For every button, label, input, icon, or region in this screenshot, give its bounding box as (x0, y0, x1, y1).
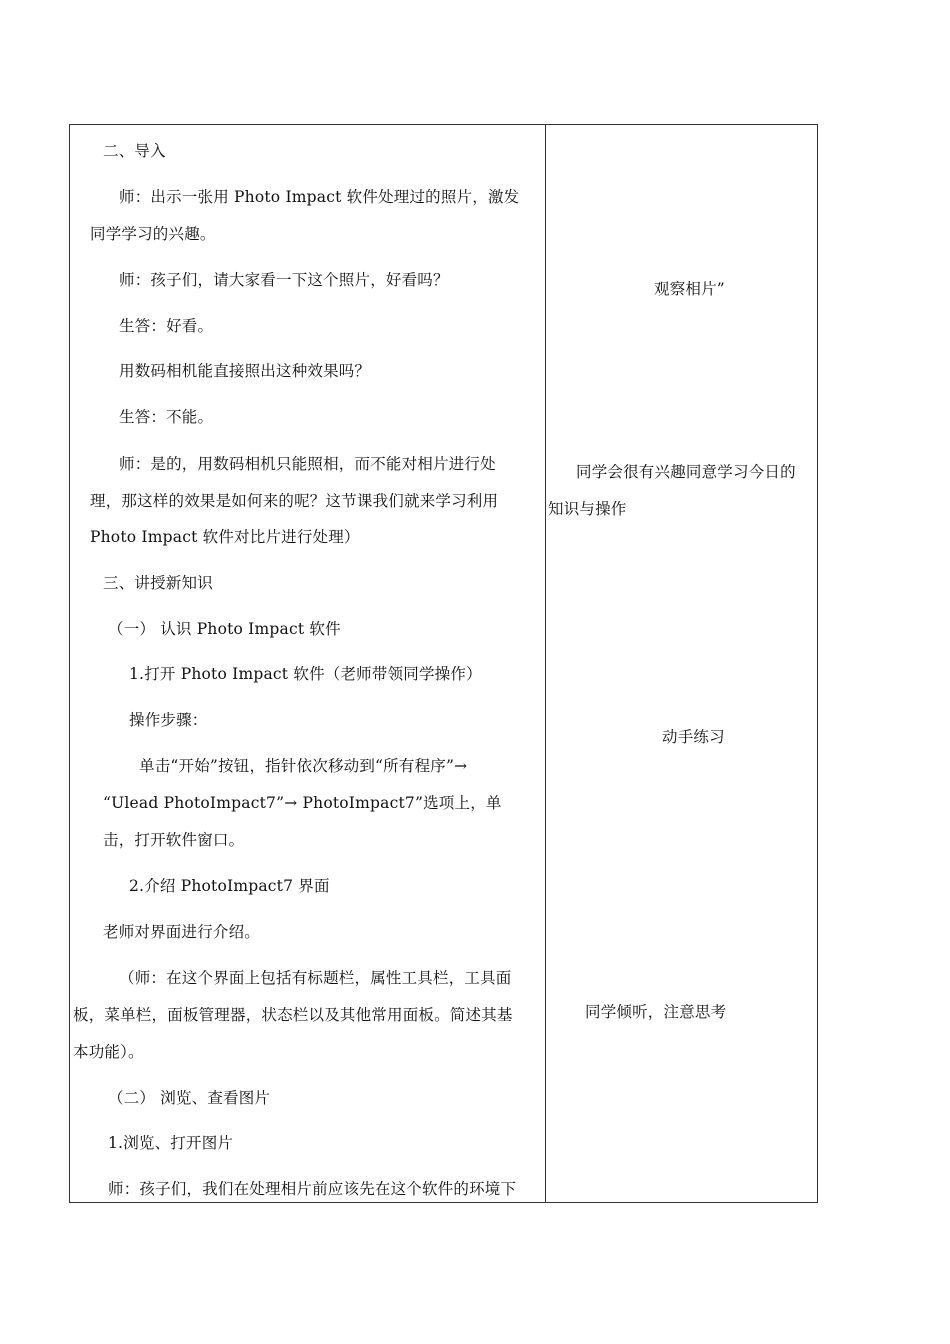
text-line: 理，那这样的效果是如何来的呢？这节课我们就来学习利用 (90, 492, 499, 510)
subsection-heading: （二） 浏览、查看图片 (108, 1089, 271, 1107)
section-heading: 二、导入 (103, 142, 166, 160)
activity-note: 知识与操作 (548, 500, 627, 518)
text-line: 生答：不能。 (119, 408, 214, 426)
activity-note: 同学倾听，注意思考 (585, 1003, 727, 1021)
text-line: 师：是的，用数码相机只能照相，而不能对相片进行处 (119, 455, 496, 473)
activity-note: 观察相片” (654, 280, 725, 298)
text-line: 板，菜单栏，面板管理器，状态栏以及其他常用面板。简述其基 (73, 1006, 513, 1024)
text-line: 单击“开始”按钮，指针依次移动到“所有程序”→ (139, 757, 468, 775)
text-line: 师：孩子们，我们在处理相片前应该先在这个软件的环境下 (108, 1180, 517, 1198)
text-line: 1.打开 Photo Impact 软件（老师带领同学操作） (129, 665, 482, 683)
text-line: 操作步骤： (129, 711, 208, 729)
text-line: Photo Impact 软件对比片进行处理） (90, 528, 360, 546)
text-line: 师：出示一张用 Photo Impact 软件处理过的照片，激发 (119, 188, 520, 206)
text-line: 击，打开软件窗口。 (103, 831, 245, 849)
text-line: 1.浏览、打开图片 (108, 1134, 234, 1152)
activity-note: 同学会很有兴趣同意学习今日的 (576, 463, 796, 481)
text-line: （师：在这个界面上包括有标题栏，属性工具栏，工具面 (119, 969, 512, 987)
text-line: “Ulead PhotoImpact7”→ PhotoImpact7”选项上，单 (103, 794, 502, 812)
column-divider (545, 125, 546, 1202)
lesson-plan-table (69, 124, 818, 1203)
text-line: 师：孩子们，请大家看一下这个照片，好看吗？ (119, 271, 449, 289)
text-line: 老师对界面进行介绍。 (103, 923, 261, 941)
text-line: 2.介绍 PhotoImpact7 界面 (129, 877, 330, 895)
activity-note: 动手练习 (662, 728, 725, 746)
section-heading: 三、讲授新知识 (103, 574, 213, 592)
text-line: 生答：好看。 (119, 317, 214, 335)
subsection-heading: （一） 认识 Photo Impact 软件 (108, 620, 341, 638)
text-line: 用数码相机能直接照出这种效果吗？ (119, 362, 371, 380)
text-line: 同学学习的兴趣。 (90, 225, 216, 243)
text-line: 本功能）。 (73, 1043, 144, 1061)
